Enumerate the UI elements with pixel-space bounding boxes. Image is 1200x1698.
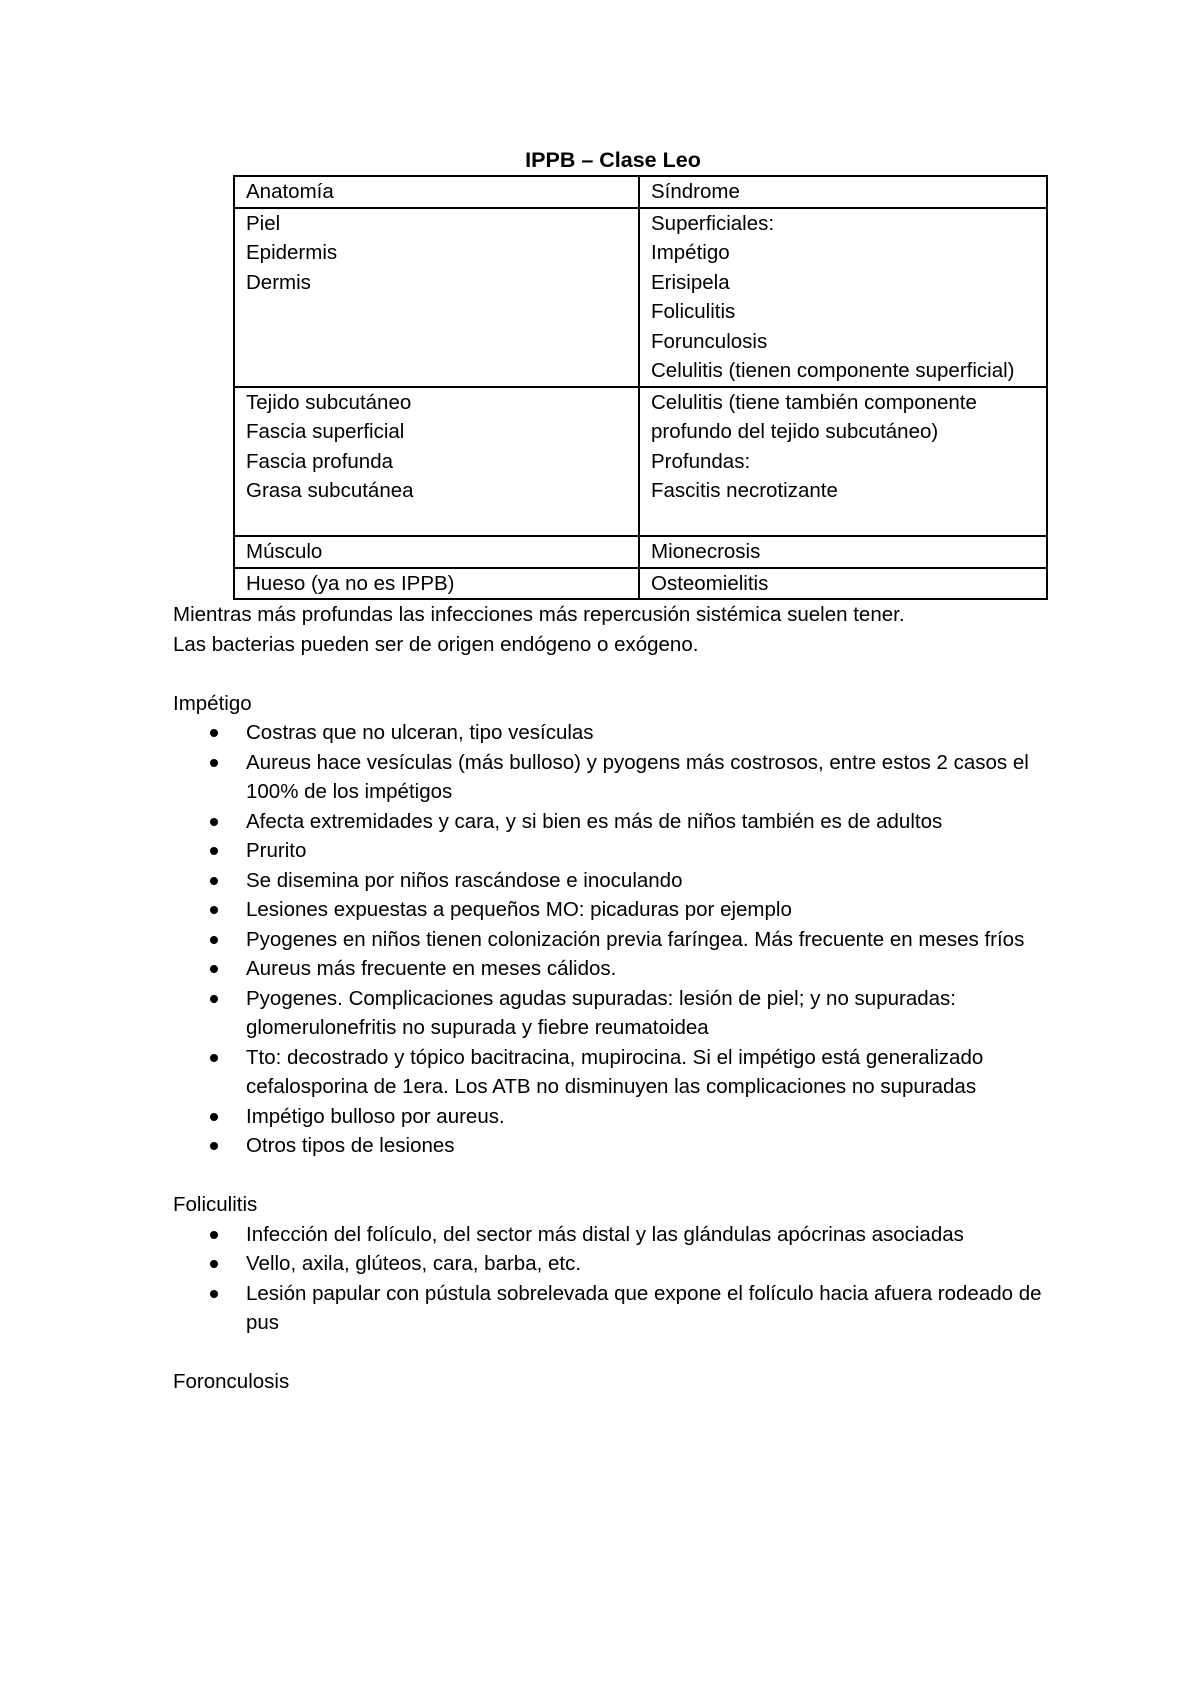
- section-heading: Foliculitis: [173, 1193, 258, 1216]
- bullet-list: [173, 1220, 1053, 1338]
- list-item: Se disemina por niños rascándose e inoculando: [246, 866, 1053, 896]
- column-header-anatomy: Anatomía: [234, 176, 639, 208]
- section-heading: Foronculosis: [173, 1370, 290, 1393]
- anatomy-item: Fascia profunda: [246, 449, 394, 473]
- list-item: Lesión papular con pústula sobrelevada que expone el folículo hacia afuera rodeado de pus: [246, 1279, 1053, 1338]
- syndrome-cell: [639, 387, 1047, 537]
- document-title: IPPB – Clase Leo: [525, 148, 701, 172]
- syndrome-cell: [639, 208, 1047, 387]
- syndrome-item: Foliculitis: [651, 300, 736, 323]
- list-item: Pyogenes. Complicaciones agudas supuradas: lesión de piel; y no supuradas: glomerulonefritis no supurada y fiebre reumatoidea: [246, 984, 1053, 1043]
- list-item: Pyogenes en niños tienen colonización previa faríngea. Más frecuente en meses fríos: [246, 925, 1053, 955]
- anatomy-syndrome-table: [233, 175, 1048, 600]
- anatomy-item: Dermis: [246, 270, 311, 294]
- syndrome-cell: Osteomielitis: [639, 568, 1047, 600]
- anatomy-cell: Hueso (ya no es IPPB): [234, 568, 639, 600]
- paragraph: Las bacterias pueden ser de origen endógeno o exógeno.: [173, 632, 699, 656]
- section-foliculitis: [173, 1190, 1053, 1338]
- list-item: Afecta extremidades y cara, y si bien es más de niños también es de adultos: [246, 807, 1053, 837]
- list-item: Tto: decostrado y tópico bacitracina, mupirocina. Si el impétigo está generalizado cefalosporina de 1era. Los ATB no disminuyen las complicaciones no supuradas: [246, 1043, 1053, 1102]
- anatomy-item: Piel: [246, 211, 281, 235]
- document-page: [173, 145, 1053, 1397]
- anatomy-cell: Músculo: [234, 536, 639, 568]
- anatomy-item: Tejido subcutáneo: [246, 390, 412, 414]
- list-item: Infección del folículo, del sector más distal y las glándulas apócrinas asociadas: [246, 1220, 1053, 1250]
- list-item: Costras que no ulceran, tipo vesículas: [246, 718, 1053, 748]
- section-heading: Impétigo: [173, 691, 252, 715]
- bullet-list: [173, 718, 1053, 1161]
- syndrome-item: Profundas:: [651, 449, 751, 473]
- section-foronculosis: [173, 1367, 1053, 1397]
- table-row: [234, 387, 1047, 537]
- table-row: [234, 208, 1047, 387]
- anatomy-item: Grasa subcutánea: [246, 479, 414, 502]
- list-item: Impétigo bulloso por aureus.: [246, 1102, 1053, 1132]
- syndrome-item: Impétigo: [651, 241, 730, 264]
- syndrome-item: Celulitis (tiene también componente profundo del tejido subcutáneo): [651, 390, 977, 443]
- cell-spacer: [246, 506, 628, 536]
- section-impetigo: [173, 689, 1053, 1161]
- table-row: [234, 568, 1047, 600]
- syndrome-item: Celulitis (tienen componente superficial): [651, 359, 1015, 382]
- syndrome-item: Superficiales:: [651, 211, 775, 235]
- anatomy-cell: [234, 387, 639, 537]
- anatomy-cell: [234, 208, 639, 387]
- column-header-syndrome: Síndrome: [639, 176, 1047, 208]
- table-row: [234, 536, 1047, 568]
- list-item: Otros tipos de lesiones: [246, 1131, 1053, 1161]
- list-item: Vello, axila, glúteos, cara, barba, etc.: [246, 1249, 1053, 1279]
- list-item: Aureus más frecuente en meses cálidos.: [246, 954, 1053, 984]
- list-item: Aureus hace vesículas (más bulloso) y pyogens más costrosos, entre estos 2 casos el 100% de los impétigos: [246, 748, 1053, 807]
- syndrome-item: Erisipela: [651, 270, 730, 294]
- list-item: Lesiones expuestas a pequeños MO: picaduras por ejemplo: [246, 895, 1053, 925]
- syndrome-item: Forunculosis: [651, 329, 768, 353]
- table-header-row: [234, 176, 1047, 208]
- list-item: Prurito: [246, 836, 1053, 866]
- paragraph: Mientras más profundas las infecciones más repercusión sistémica suelen tener.: [173, 603, 905, 626]
- syndrome-cell: Mionecrosis: [639, 536, 1047, 568]
- syndrome-item: Fascitis necrotizante: [651, 479, 838, 502]
- anatomy-item: Fascia superficial: [246, 420, 405, 443]
- anatomy-item: Epidermis: [246, 241, 338, 264]
